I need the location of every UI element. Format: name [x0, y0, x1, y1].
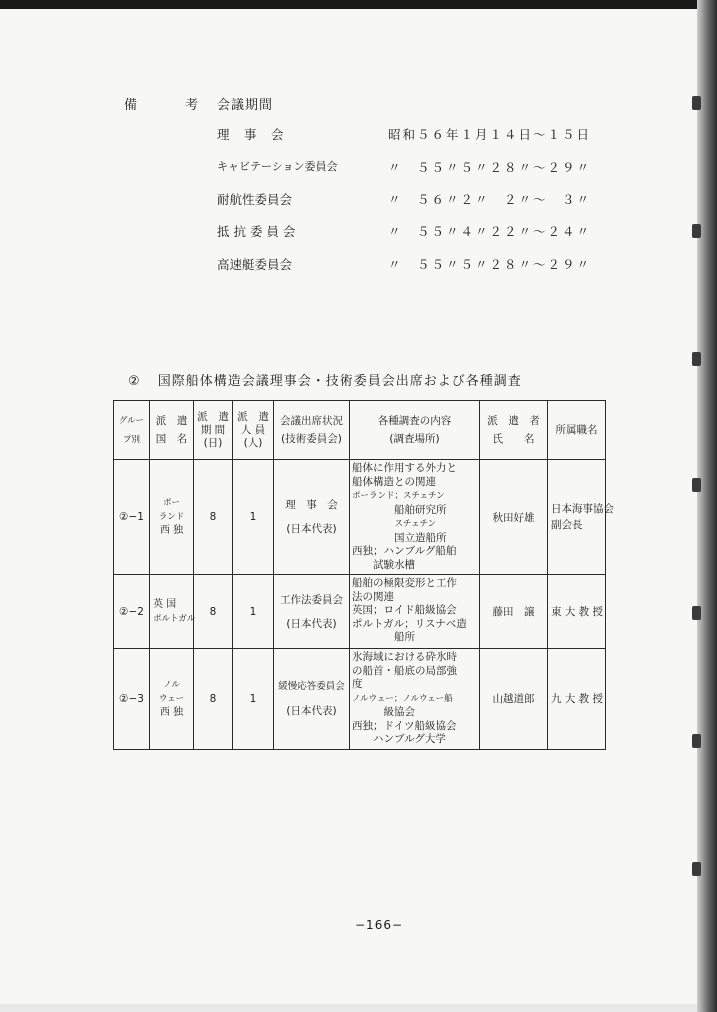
header-days: 派 遣 期 間 (日) [194, 401, 233, 460]
section-heading [128, 370, 522, 389]
table-row [114, 649, 606, 750]
country-cell: ポー ランド 西 独 [150, 460, 194, 575]
header-person: 派 遣 者 氏 名 [480, 401, 548, 460]
person-cell: 山越道郎 [480, 649, 548, 750]
days-cell: 8 [194, 575, 233, 649]
survey-cell: 船舶の極限変形と工作 法の関連 英国；ロイド船級協会 ポルトガル；リスナベ造 船所 [350, 575, 480, 649]
person-cell: 秋田好雄 [480, 460, 548, 575]
group-cell: ②−3 [114, 649, 150, 750]
survey-table [113, 400, 614, 750]
meeting-name: 耐航性委員会 [217, 192, 293, 207]
header-country: 派 遣 国 名 [150, 401, 194, 460]
days-cell: 8 [194, 460, 233, 575]
meeting-date: 〃 ５６〃２〃 ２〃～ ３〃 [388, 192, 592, 207]
section-number: ② [128, 374, 141, 389]
affiliation-cell: 日本海事協会 副会長 [548, 460, 606, 575]
page-number: −166− [355, 918, 404, 932]
affiliation-cell: 九 大 教 授 [548, 649, 606, 750]
people-cell: 1 [233, 575, 274, 649]
survey-cell: 氷海域における砕氷時 の船首・船底の局部強 度 ノルウェー；ノルウェー船 級協会 西独；ドイツ船級協会 ハンブルグ大学 [350, 649, 480, 750]
meeting-cell: 緩慢応答委員会 (日本代表) [274, 649, 350, 750]
section-title: 国際船体構造会議理事会・技術委員会出席および各種調査 [157, 374, 522, 389]
table-row [114, 575, 606, 649]
group-cell: ②−1 [114, 460, 150, 575]
meeting-date: 〃 ５５〃４〃２２〃～２４〃 [388, 224, 592, 239]
scan-top-edge [0, 0, 717, 9]
meeting-name: 抵 抗 委 員 会 [217, 224, 296, 239]
meeting-date: 昭和５６年１月１４日～１５日 [388, 127, 592, 142]
header-group: グルー プ別 [114, 401, 150, 460]
header-survey: 各種調査の内容 (調査場所) [350, 401, 480, 460]
meeting-date: 〃 ５５〃５〃２８〃～２９〃 [388, 257, 592, 272]
table-row [114, 460, 606, 575]
meeting-name: 高速艇委員会 [217, 257, 293, 272]
country-cell: ノル ウェー 西 独 [150, 649, 194, 750]
meeting-date: 〃 ５５〃５〃２８〃～２９〃 [388, 160, 592, 175]
country-cell: 英 国 ポルトガル [150, 575, 194, 649]
people-cell: 1 [233, 460, 274, 575]
group-cell: ②−2 [114, 575, 150, 649]
meeting-name: キャビテーション委員会 [217, 160, 338, 173]
person-cell: 藤田 譲 [480, 575, 548, 649]
table-header-row [114, 401, 606, 460]
affiliation-cell: 東 大 教 授 [548, 575, 606, 649]
meeting-period-heading: 会議期間 [217, 98, 274, 113]
meeting-cell: 理 事 会 (日本代表) [274, 460, 350, 575]
header-affiliation: 所属職名 [548, 401, 606, 460]
scan-binding-edge [697, 0, 717, 1012]
meeting-cell: 工作法委員会 (日本代表) [274, 575, 350, 649]
survey-cell: 船体に作用する外力と 船体構造との関連 ポーランド；スチェチン 船舶研究所 スチェチン 国立造船所 西独；ハンブルグ船舶 試験水槽 [350, 460, 480, 575]
people-cell: 1 [233, 649, 274, 750]
days-cell: 8 [194, 649, 233, 750]
remarks-label: 備 考 [124, 98, 221, 113]
header-people: 派 遣 人 員 (人) [233, 401, 274, 460]
header-meeting: 会議出席状況 (技術委員会) [274, 401, 350, 460]
meeting-name: 理 事 会 [217, 127, 285, 142]
